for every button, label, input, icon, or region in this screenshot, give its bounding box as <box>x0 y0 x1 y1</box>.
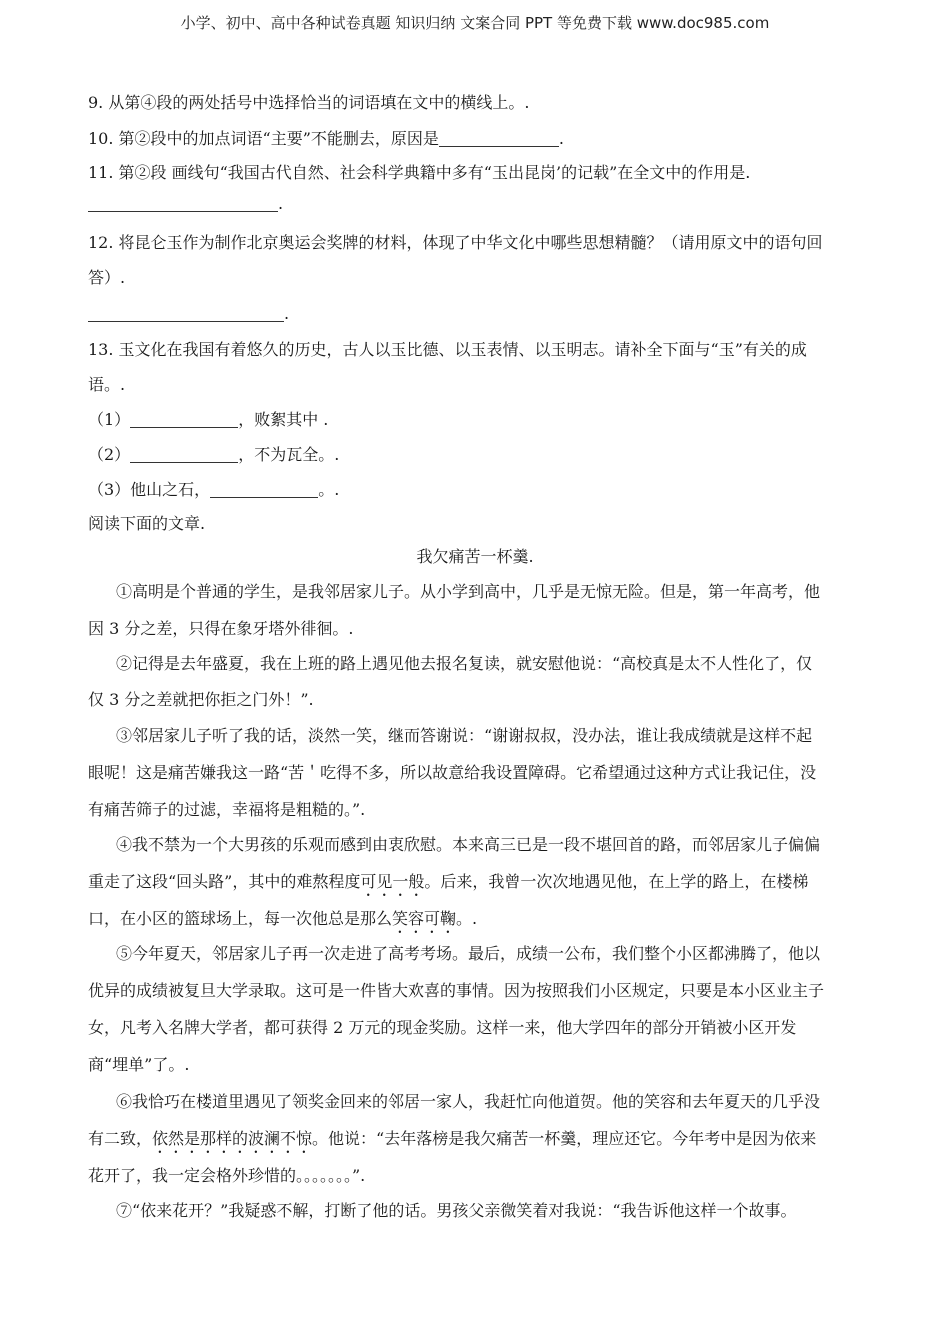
answer-blank <box>130 446 238 463</box>
paragraph-4-line-1: ④我不禁为一个大男孩的乐观而感到由衷欣慰。本来高三已是一段不堪回首的路，而邻居家儿子偏偏 <box>116 835 821 854</box>
question-11: 11. 第②段 画线句“我国古代自然、社会科学典籍中多有“玉出昆岗’的记载”在全文中的作用是. <box>88 163 751 182</box>
idiom-1-number: （1） <box>88 410 131 429</box>
idiom-item-1 <box>88 407 328 430</box>
paragraph-6-line-1: ⑥我恰巧在楼道里遇见了领奖金回来的邻居一家人，我赶忙向他道贺。他的笑容和去年夏天的几乎没 <box>116 1092 821 1111</box>
answer-blank <box>88 305 284 322</box>
question-9: 9. 从第④段的两处括号中选择恰当的词语填在文中的横线上。. <box>88 93 530 112</box>
question-12-end: . <box>284 304 290 323</box>
idiom-3-text: （3）他山之石， <box>88 480 211 499</box>
article-title: 我欠痛苦一杯羹. <box>416 547 534 566</box>
question-11-end: . <box>278 194 284 213</box>
idiom-1-text: ，败絮其中 . <box>238 410 329 429</box>
paragraph-7-line-1: ⑦“依来花开？”我疑惑不解，打断了他的话。男孩父亲微笑着对我说：“我告诉他这样一个故事。 <box>116 1201 797 1220</box>
question-10-text: 10. 第②段中的加点词语“主要”不能删去，原因是 <box>88 129 439 148</box>
paragraph-4-text: 。后来，我曾一次次地遇见他，在上学的路上，在楼梯 <box>424 872 809 891</box>
idiom-2-number: （2） <box>88 445 131 464</box>
answer-blank <box>130 411 238 428</box>
reading-instruction: 阅读下面的文章. <box>88 514 206 533</box>
question-13: 13. 玉文化在我国有着悠久的历史，古人以玉比德、以玉表情、以玉明志。请补全下面与“玉”有关的成 <box>88 340 807 359</box>
paragraph-5-line-2: 优异的成绩被复旦大学录取。这可是一件皆大欢喜的事情。因为按照我们小区规定，只要是本小区业主子 <box>88 981 825 1000</box>
idiom-2-text: ，不为瓦全。. <box>238 445 340 464</box>
paragraph-1-line-2: 因 3 分之差，只得在象牙塔外徘徊。. <box>88 619 354 638</box>
paragraph-4-line-2 <box>88 869 858 900</box>
paragraph-1-line-1: ①高明是个普通的学生，是我邻居家儿子。从小学到高中，几乎是无惊无险。但是，第一年高考，他 <box>116 582 821 601</box>
dotted-phrase: 笑容可鞠 <box>392 909 457 928</box>
question-10 <box>88 126 564 149</box>
question-12: 12. 将昆仑玉作为制作北京奥运会奖牌的材料，体现了中华文化中哪些思想精髓？（请用原文中的语句回 <box>88 233 823 252</box>
paragraph-4-text: 重走了这段“回头路”，其中的难熬程度 <box>88 872 361 891</box>
question-12-cont: 答）. <box>88 268 126 287</box>
paragraph-6-text: 有二致， <box>88 1129 153 1148</box>
answer-blank <box>439 130 559 147</box>
paragraph-3-line-1: ③邻居家儿子听了我的话，淡然一笑，继而答谢说：“谢谢叔叔，没办法，谁让我成绩就是这样不起 <box>116 726 813 745</box>
question-13-cont: 语。. <box>88 375 126 394</box>
paragraph-5-line-3: 女，凡考入名牌大学者，都可获得 2 万元的现金奖励。这样一来，他大学四年的部分开销被小区开发 <box>88 1018 797 1037</box>
paragraph-2-line-1: ②记得是去年盛夏，我在上班的路上遇见他去报名复读，就安慰他说：“高校真是太不人性化了，仅 <box>116 654 813 673</box>
answer-blank <box>210 481 318 498</box>
paragraph-4-text: 。. <box>456 909 478 928</box>
paragraph-4-text: 口，在小区的篮球场上，每一次他总是那么 <box>88 909 393 928</box>
paragraph-6-line-2 <box>88 1126 858 1157</box>
question-10-end: . <box>558 129 564 148</box>
paragraph-6-text: 。他说：“去年落榜是我欠痛苦一杯羹，理应还它。今年考中是因为依来 <box>312 1129 817 1148</box>
paragraph-5-line-4: 商“埋单”了。. <box>88 1055 190 1074</box>
question-12-answer-line <box>88 304 289 323</box>
paragraph-5-line-1: ⑤今年夏天，邻居家儿子再一次走进了高考考场。最后，成绩一公布，我们整个小区都沸腾了，他以 <box>116 944 821 963</box>
idiom-3-end: 。. <box>318 480 340 499</box>
dotted-phrase: 可见一般 <box>360 872 425 891</box>
paragraph-4-line-3 <box>88 906 858 937</box>
paragraph-6-line-3: 花开了，我一定会格外珍惜的。。。。。。。”. <box>88 1166 366 1185</box>
paragraph-2-line-2: 仅 3 分之差就把你拒之门外！”. <box>88 690 314 709</box>
site-header-banner: 小学、初中、高中各种试卷真题 知识归纳 文案合同 PPT 等免费下载 www.doc985.com <box>180 14 770 32</box>
answer-blank <box>88 195 278 212</box>
question-11-answer-line <box>88 194 283 213</box>
paragraph-3-line-2: 眼呢！这是痛苦嫌我这一路“苦＇吃得不多，所以故意给我设置障碍。它希望通过这种方式让我记住，没 <box>88 763 817 782</box>
paragraph-3-line-3: 有痛苦筛子的过滤，幸福将是粗糙的。”. <box>88 800 366 819</box>
idiom-item-3 <box>88 477 339 500</box>
idiom-item-2 <box>88 442 339 465</box>
dotted-phrase: 依然是那样的波澜不惊 <box>152 1129 313 1148</box>
